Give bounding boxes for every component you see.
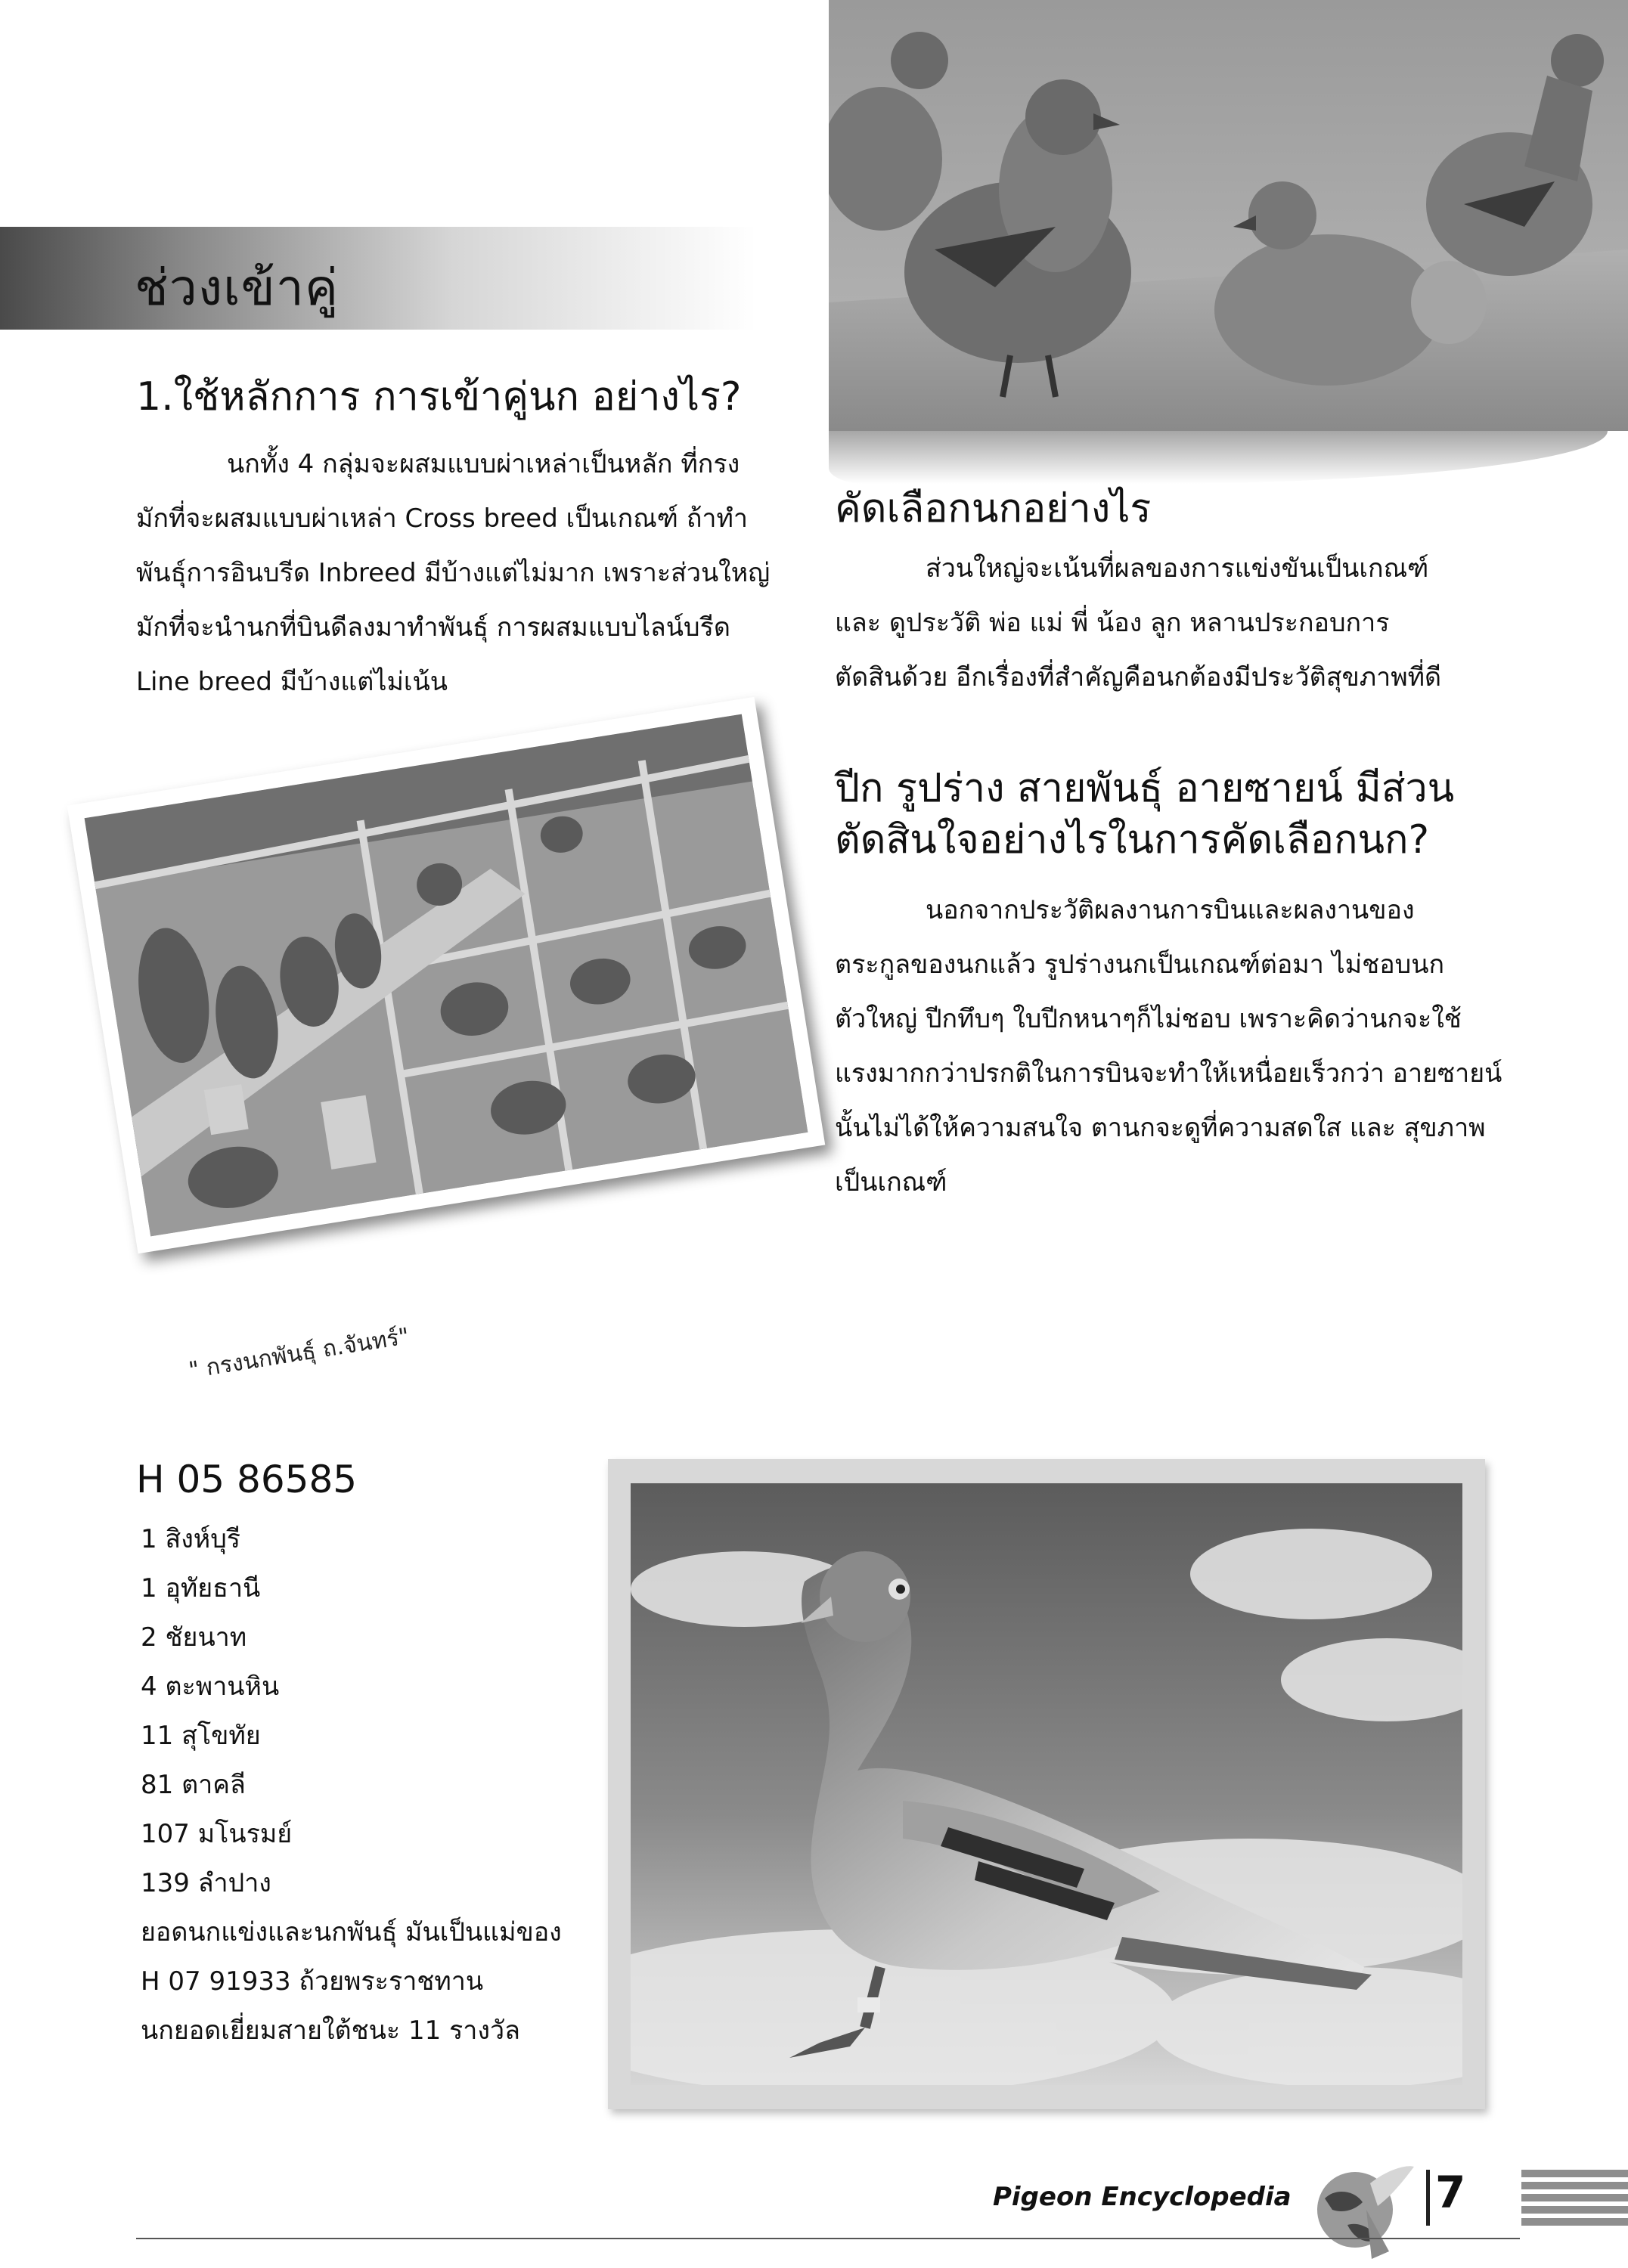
shape-line: นอกจากประวัติผลงานการบินและผลงานของ xyxy=(926,895,1415,925)
page-number-divider xyxy=(1426,2170,1430,2226)
shape-paragraph xyxy=(835,883,1500,1210)
list-item: นกยอดเยี่ยมสายใต้ชนะ 11 รางวัล xyxy=(141,2015,520,2046)
list-item: 11 สุโขทัย xyxy=(141,1721,261,1751)
pigeon-portrait-photo xyxy=(608,1459,1485,2109)
shape-line: เป็นเกณฑ์ xyxy=(835,1167,947,1198)
shape-heading-line: ปีก รูปร่าง สายพันธุ์ อายซายน์ มีส่วน xyxy=(835,766,1455,811)
shape-heading xyxy=(835,764,1454,866)
pigeons-group-photo xyxy=(829,0,1628,431)
list-item: ยอดนกแข่งและนกพันธุ์ มันเป็นแม่ของ xyxy=(141,1917,562,1947)
shape-line: นั้นไม่ได้ให้ความสนใจ ตานกจะดูที่ความสดใส และ สุขภาพ xyxy=(835,1113,1486,1143)
shape-line: ตัวใหญ่ ปีกทึบๆ ใบปีกหนาๆก็ไม่ชอบ เพราะคิดว่านกจะใช้ xyxy=(835,1004,1462,1034)
footer-stripes xyxy=(1521,2170,1628,2238)
footer-brand: Pigeon Encyclopedia xyxy=(993,2182,1292,2212)
mating-line: นกทั้ง 4 กลุ่มจะผสมแบบผ่าเหล่าเป็นหลัก ที่กรง xyxy=(227,449,740,479)
selection-line: ตัดสินด้วย อีกเรื่องที่สำคัญคือนกต้องมีประวัติสุขภาพที่ดี xyxy=(835,662,1442,692)
loft-photo-caption: " กรงนกพันธุ์ ถ.จันทร์" xyxy=(187,1323,411,1384)
mating-heading: 1.ใช้หลักการ การเข้าคู่นก อย่างไร? xyxy=(136,374,742,420)
list-item: 2 ชัยนาท xyxy=(141,1622,247,1653)
list-item: 139 ลำปาง xyxy=(141,1868,271,1898)
mating-line: มักที่จะนำนกที่บินดีลงมาทำพันธุ์ การผสมแบบไลน์บรีด xyxy=(136,612,730,643)
shape-line: แรงมากกว่าปรกติในการบินจะทำให้เหนื่อยเร็วกว่า อายซายน์ xyxy=(835,1058,1502,1089)
mating-paragraph xyxy=(136,437,798,709)
pigeon-ring-number: H 05 86585 xyxy=(136,1458,358,1501)
shape-line: ตระกูลของนกแล้ว รูปร่างนกเป็นเกณฑ์ต่อมา ไม่ชอบนก xyxy=(835,950,1445,980)
globe-dove-logo-icon xyxy=(1302,2153,1416,2266)
mating-line: Line breed มีบ้างแต่ไม่เน้น xyxy=(136,667,448,697)
selection-line: ส่วนใหญ่จะเน้นที่ผลของการแข่งขันเป็นเกณฑ์ xyxy=(926,553,1429,584)
selection-paragraph xyxy=(835,541,1497,705)
shape-heading-line: ตัดสินใจอย่างไรในการคัดเลือกนก? xyxy=(835,816,1430,863)
list-item: 1 สิงห์บุรี xyxy=(141,1524,241,1554)
list-item: 1 อุทัยธานี xyxy=(141,1573,261,1603)
list-item: 81 ตาคลี xyxy=(141,1770,246,1800)
mating-line: มักที่จะผสมแบบผ่าเหล่า Cross breed เป็นเกณฑ์ ถ้าทำ xyxy=(136,503,748,534)
list-item: H 07 91933 ถ้วยพระราชทาน xyxy=(141,1966,484,1997)
section-title: ช่วงเข้าคู่ xyxy=(135,259,339,317)
photo-shadow xyxy=(829,431,1608,484)
race-results-list xyxy=(141,1515,562,2056)
page-number: 7 xyxy=(1435,2167,1466,2218)
loft-photo xyxy=(67,697,826,1254)
mating-line: พันธุ์การอินบรีด Inbreed มีบ้างแต่ไม่มาก เพราะส่วนใหญ่ xyxy=(136,558,771,588)
selection-heading: คัดเลือกนกอย่างไร xyxy=(835,486,1152,531)
list-item: 107 มโนรมย์ xyxy=(141,1819,293,1849)
list-item: 4 ตะพานหิน xyxy=(141,1672,280,1702)
selection-line: และ ดูประวัติ พ่อ แม่ พี่ น้อง ลูก หลานประกอบการ xyxy=(835,608,1390,638)
section-header-bar xyxy=(0,227,756,330)
footer-rule xyxy=(136,2238,1520,2239)
